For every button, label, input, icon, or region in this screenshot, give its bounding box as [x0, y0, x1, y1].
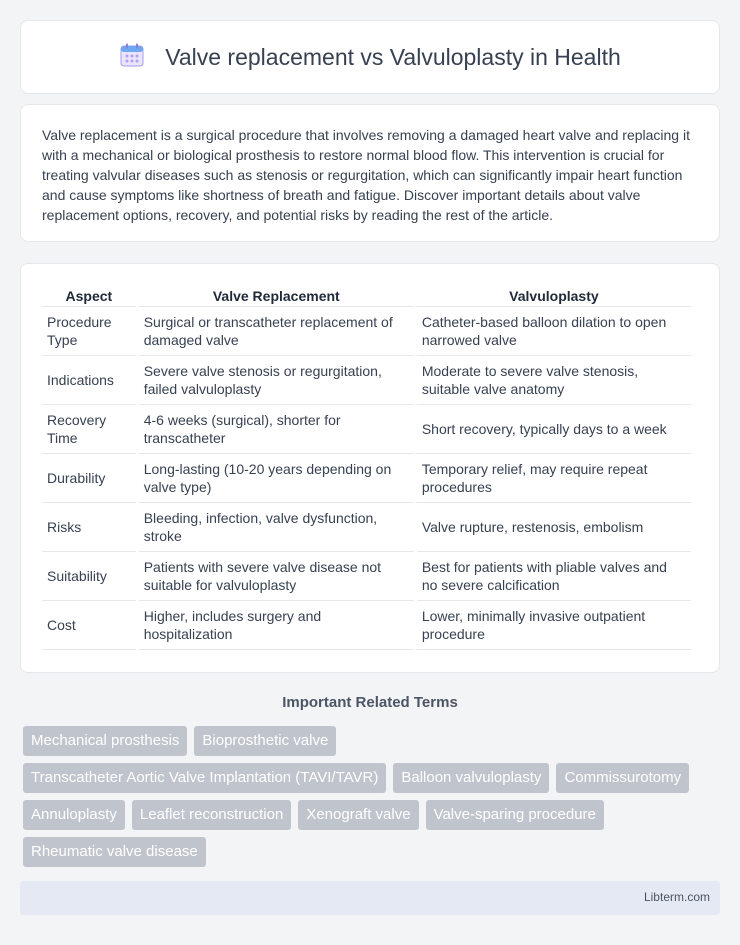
comparison-card	[20, 263, 720, 673]
row-valve-replacement: Surgical or transcatheter replacement of damaged valve	[139, 307, 414, 356]
table-row	[42, 503, 691, 552]
row-valvuloplasty: Lower, minimally invasive outpatient procedure	[417, 601, 691, 650]
row-valve-replacement: Patients with severe valve disease not suitable for valvuloplasty	[139, 552, 414, 601]
related-term-tag[interactable]: Commissurotomy	[556, 763, 689, 793]
header-card	[20, 20, 720, 94]
related-terms-heading: Important Related Terms	[282, 694, 458, 711]
row-valvuloplasty: Valve rupture, restenosis, embolism	[417, 503, 691, 552]
comparison-table	[39, 284, 694, 650]
related-term-tag[interactable]: Balloon valvuloplasty	[393, 763, 549, 793]
row-aspect: Durability	[42, 454, 136, 503]
row-aspect: Cost	[42, 601, 136, 650]
footer-site-link[interactable]: Libterm.com	[643, 890, 710, 904]
related-term-tag[interactable]: Transcatheter Aortic Valve Implantation (TAVI/TAVR)	[23, 763, 386, 793]
row-valve-replacement: Long-lasting (10-20 years depending on valve type)	[139, 454, 414, 503]
row-valve-replacement: Higher, includes surgery and hospitalization	[139, 601, 414, 650]
row-aspect: Risks	[42, 503, 136, 552]
related-term-tag[interactable]: Xenograft valve	[298, 800, 418, 830]
related-terms-list	[23, 726, 703, 867]
row-aspect: Suitability	[42, 552, 136, 601]
row-valve-replacement: Severe valve stenosis or regurgitation, failed valvuloplasty	[139, 356, 414, 405]
intro-paragraph: Valve replacement is a surgical procedure that involves removing a damaged heart valve and replacing it with a mechanical or biological prosthesis to restore normal blood flow. This intervention is crucial for treating valvular diseases such as stenosis or regurgitation, which can significantly impair heart function and cause symptoms like shortness of breath and fatigue. Discover important details about valve replacement options, recovery, and potential risks by reading the rest of the article.	[42, 127, 690, 223]
related-term-tag[interactable]: Annuloplasty	[23, 800, 125, 830]
related-term-tag[interactable]: Valve-sparing procedure	[426, 800, 604, 830]
row-valve-replacement: Bleeding, infection, valve dysfunction, stroke	[139, 503, 414, 552]
row-valvuloplasty: Temporary relief, may require repeat procedures	[417, 454, 691, 503]
row-aspect: Procedure Type	[42, 307, 136, 356]
table-row	[42, 601, 691, 650]
related-term-tag[interactable]: Rheumatic valve disease	[23, 837, 206, 867]
table-row	[42, 356, 691, 405]
table-header-row	[42, 284, 691, 307]
related-term-tag[interactable]: Mechanical prosthesis	[23, 726, 187, 756]
column-header-valve-replacement: Valve Replacement	[139, 284, 414, 307]
related-term-tag[interactable]: Bioprosthetic valve	[194, 726, 336, 756]
title-row	[119, 42, 621, 73]
row-aspect: Recovery Time	[42, 405, 136, 454]
calendar-icon	[119, 42, 145, 73]
table-row	[42, 307, 691, 356]
row-valvuloplasty: Moderate to severe valve stenosis, suitable valve anatomy	[417, 356, 691, 405]
table-row	[42, 552, 691, 601]
table-row	[42, 454, 691, 503]
row-valvuloplasty: Short recovery, typically days to a week	[417, 405, 691, 454]
row-aspect: Indications	[42, 356, 136, 405]
page-title: Valve replacement vs Valvuloplasty in Health	[165, 43, 621, 70]
table-row	[42, 405, 691, 454]
row-valve-replacement: 4-6 weeks (surgical), shorter for transcatheter	[139, 405, 414, 454]
row-valvuloplasty: Catheter-based balloon dilation to open narrowed valve	[417, 307, 691, 356]
row-valvuloplasty: Best for patients with pliable valves and no severe calcification	[417, 552, 691, 601]
column-header-valvuloplasty: Valvuloplasty	[417, 284, 691, 307]
intro-card	[20, 104, 720, 242]
related-term-tag[interactable]: Leaflet reconstruction	[132, 800, 291, 830]
footer-bar	[20, 881, 720, 915]
column-header-aspect: Aspect	[42, 284, 136, 307]
